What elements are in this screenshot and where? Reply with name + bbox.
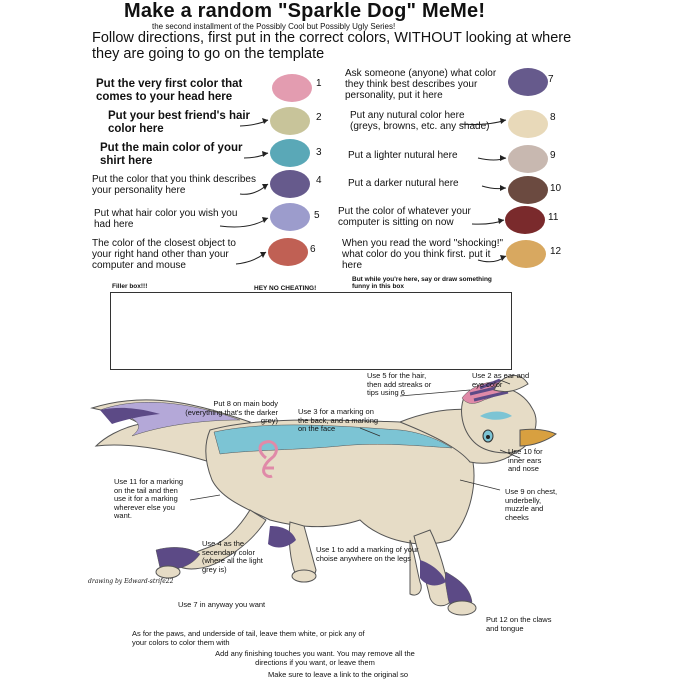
draw-here-label: But while you're here, say or draw something funny in this box (352, 276, 492, 290)
directions-text: Follow directions, first put in the correct colors, WITHOUT looking at where they are going to go on the template (92, 30, 572, 62)
question-12-number: 12 (550, 246, 562, 257)
dog-paw (448, 601, 476, 615)
question-7-number: 7 (548, 74, 554, 85)
drawing-credit: drawing by Edward-strife22 (88, 578, 174, 585)
question-1-text: Put the very first color that comes to your head here (96, 78, 243, 103)
question-10-number: 10 (550, 183, 562, 194)
annotation-use-4: Use 4 as the secendary color (where all the light grey is) (202, 539, 263, 574)
question-12-text: When you read the word "shocking!" what color do you think first. put it here (342, 238, 504, 271)
question-10-text: Put a darker nutural here (348, 178, 459, 189)
page-title: Make a random "Sparkle Dog" MeMe! (124, 0, 486, 22)
question-2-text: Put your best friend's hair color here (108, 110, 251, 135)
annotation-use-9: Use 9 on chest, underbelly, muzzle and cheeks (505, 487, 558, 522)
annotation-use-11: Use 11 for a marking on the tail and then use it for a marking wherever else you want. (114, 477, 184, 520)
annotation-put-8: Put 8 on main body (everything that's the darker grey) (185, 399, 278, 425)
annotation-use-1: Use 1 to add a marking of your choise anywhere on the legs (316, 545, 419, 563)
dog-snout (520, 429, 556, 446)
question-11-text: Put the color of whatever your computer is sitting on now (338, 206, 471, 228)
question-8-number: 8 (550, 112, 556, 123)
question-4-text: Put the color that you think describes your personality here (92, 174, 256, 196)
arrow-icon (460, 120, 506, 125)
question-3-text: Put the main color of your shirt here (100, 142, 243, 167)
page-subtitle: the second installment of the Possibly Cool but Possibly Ugly Series! (152, 22, 396, 31)
question-7-text: Ask someone (anyone) what color they think best describes your personality, put it here (345, 68, 497, 101)
question-3-number: 3 (316, 147, 322, 158)
annotation-use-3: Use 3 for a marking on the back, and a marking on the face (298, 407, 379, 433)
pointer-line (190, 495, 220, 500)
annotation-use-7: Use 7 in anyway you want (178, 600, 266, 609)
annotation-finishing: Add any finishing touches you want. You may remove all the directions if you want, or leave them (215, 649, 415, 667)
dog-back-paw (156, 566, 180, 578)
question-9-number: 9 (550, 150, 556, 161)
annotation-use-5: Use 5 for the hair, then add streaks or tips using 6 (367, 371, 432, 397)
arrow-overlay (0, 0, 680, 300)
annotation-paws: As for the paws, and underside of tail, leave them white, or pick any of your colors to color them with (132, 629, 365, 647)
question-8-text: Put any nutural color here (greys, browns, etc. any shade) (350, 110, 490, 132)
dog-eye-pupil (486, 435, 490, 439)
question-1-number: 1 (316, 78, 322, 89)
annotation-link: Make sure to leave a link to the original so (268, 670, 409, 679)
question-9-text: Put a lighter nutural here (348, 150, 458, 161)
filler-box-label: Filler box!!! (112, 283, 148, 290)
annotation-use-2: Use 2 as ear and eye color (472, 371, 530, 389)
question-4-number: 4 (316, 175, 322, 186)
question-5-text: Put what hair color you wish you had here (94, 208, 238, 230)
question-2-number: 2 (316, 112, 322, 123)
question-6-text: The color of the closest object to your right hand other than your computer and mouse (92, 238, 236, 271)
annotation-put-12: Put 12 on the claws and tongue (486, 615, 552, 633)
question-11-number: 11 (548, 212, 559, 223)
question-6-number: 6 (310, 244, 316, 255)
annotation-use-10: Use 10 for inner ears and nose (508, 447, 543, 473)
question-5-number: 5 (314, 210, 320, 221)
arrow-icon (220, 218, 268, 227)
dog-back-paw-2 (292, 570, 316, 582)
no-cheating-label: HEY NO CHEATING! (254, 285, 317, 292)
